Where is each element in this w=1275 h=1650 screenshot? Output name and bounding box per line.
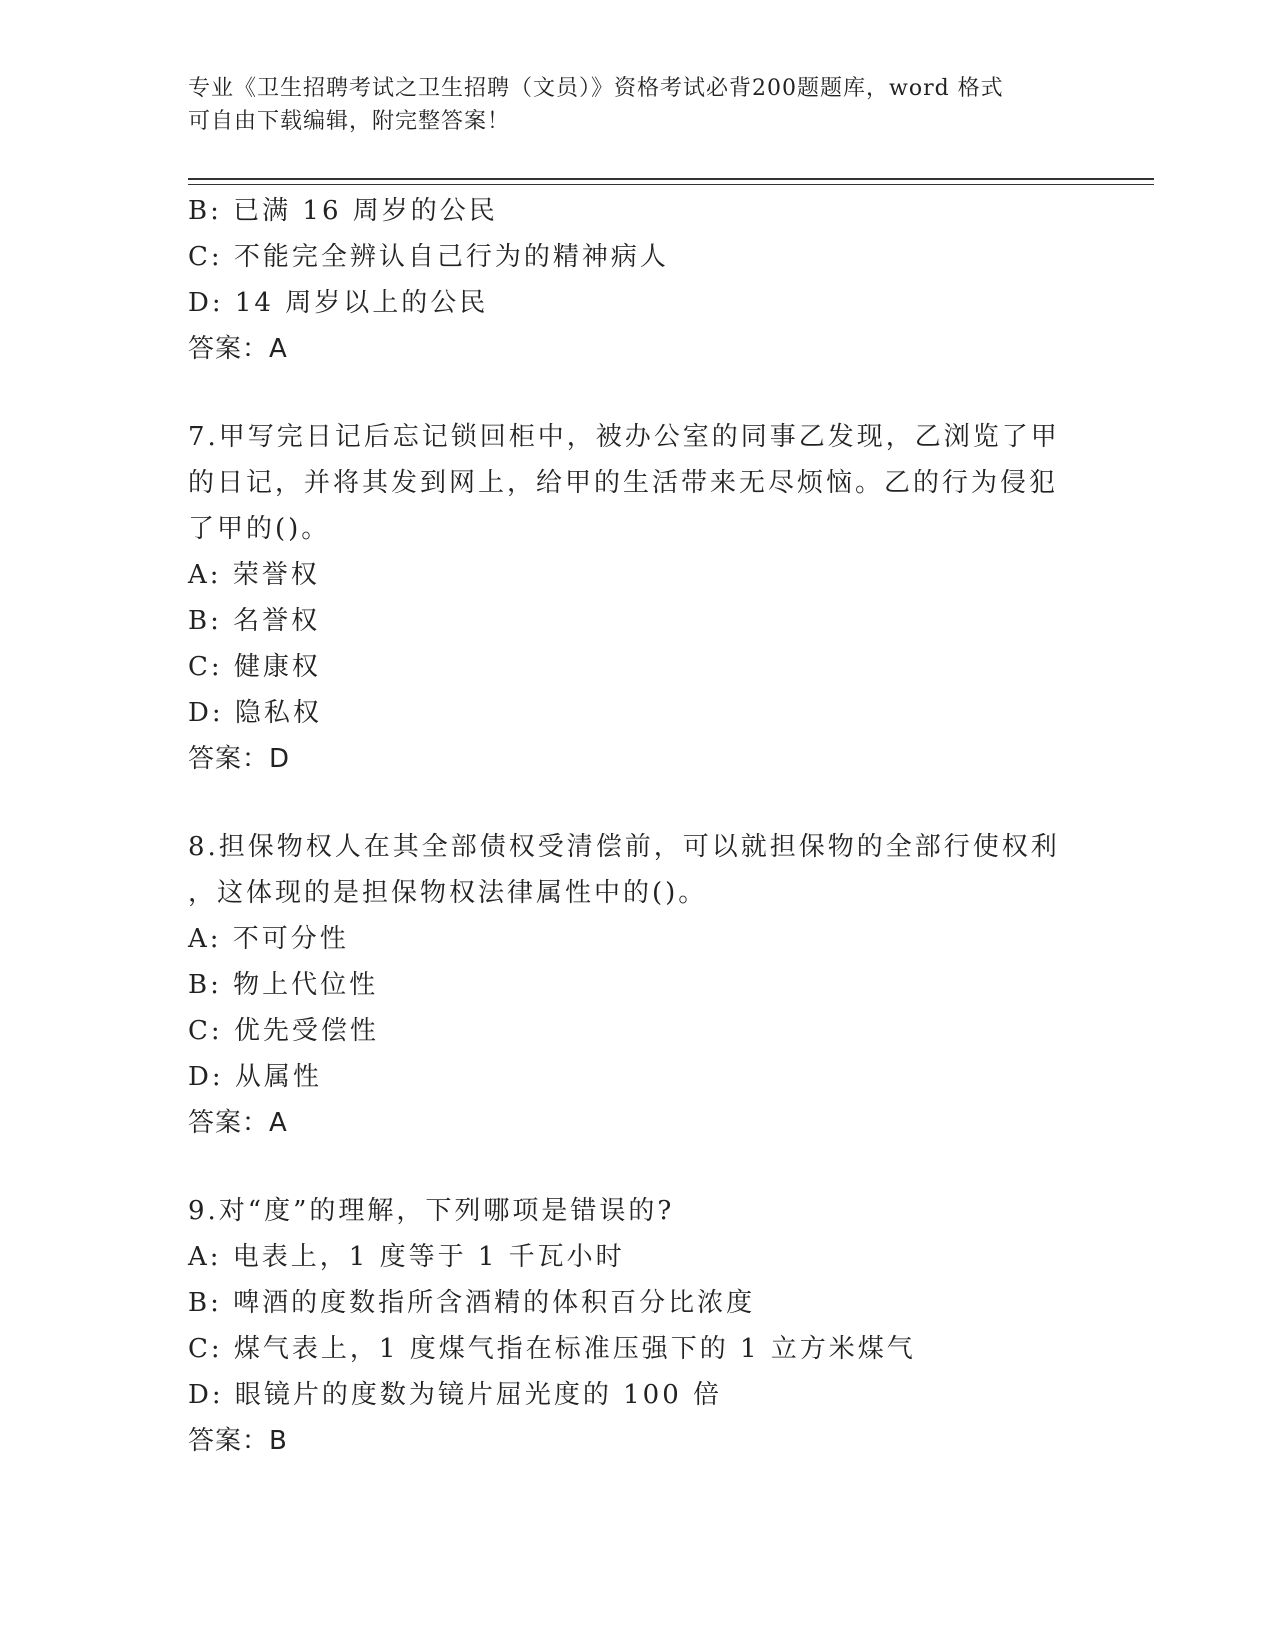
q9-option-c: C: 煤气表上，1 度煤气指在标准压强下的 1 立方米煤气 (188, 1334, 916, 1364)
question-7-block (188, 414, 1068, 782)
question-list (188, 188, 1068, 1464)
q9-option-a: A: 电表上，1 度等于 1 千瓦小时 (188, 1242, 625, 1272)
q8-option-d: D: 从属性 (188, 1062, 322, 1092)
q8-stem-line-1: 8.担保物权人在其全部债权受清偿前，可以就担保物的全部行使权利 (188, 832, 1060, 862)
q8-option-b: B: 物上代位性 (188, 970, 379, 1000)
q7-option-c: C: 健康权 (188, 652, 321, 682)
q6-answer: 答案：A (188, 334, 288, 364)
q7-option-a: A: 荣誉权 (188, 560, 320, 590)
question-spacer (188, 1146, 1068, 1188)
q7-stem-line-3: 了甲的()。 (188, 514, 331, 544)
question-6-block (188, 188, 1068, 372)
question-spacer (188, 372, 1068, 414)
q7-option-d: D: 隐私权 (188, 698, 322, 728)
header-divider-thin (188, 184, 1154, 185)
header-divider-thick (188, 178, 1154, 180)
q7-stem-line-2: 的日记，并将其发到网上，给甲的生活带来无尽烦恼。乙的行为侵犯 (188, 468, 1059, 498)
q8-answer: 答案：A (188, 1108, 288, 1138)
q6-option-d: D: 14 周岁以上的公民 (188, 288, 489, 318)
q9-stem-line-1: 9.对“度”的理解，下列哪项是错误的? (188, 1196, 675, 1226)
q9-answer: 答案：B (188, 1426, 288, 1456)
q7-stem-line-1: 7.甲写完日记后忘记锁回柜中，被办公室的同事乙发现，乙浏览了甲 (188, 422, 1060, 452)
q8-option-c: C: 优先受偿性 (188, 1016, 379, 1046)
q7-option-b: B: 名誉权 (188, 606, 321, 636)
page-header (188, 72, 1068, 138)
q6-option-b: B: 已满 16 周岁的公民 (188, 196, 498, 226)
header-line-1: 专业《卫生招聘考试之卫生招聘（文员）》资格考试必背200题题库，word 格式 (188, 76, 1004, 101)
q8-option-a: A: 不可分性 (188, 924, 349, 954)
q8-stem-line-2: ，这体现的是担保物权法律属性中的()。 (188, 878, 708, 908)
q9-option-b: B: 啤酒的度数指所含酒精的体积百分比浓度 (188, 1288, 756, 1318)
question-spacer (188, 782, 1068, 824)
q7-answer: 答案：D (188, 744, 291, 774)
header-line-2: 可自由下载编辑，附完整答案！ (188, 109, 511, 134)
q9-option-d: D: 眼镜片的度数为镜片屈光度的 100 倍 (188, 1380, 723, 1410)
question-8-block (188, 824, 1068, 1146)
q6-option-c: C: 不能完全辨认自己行为的精神病人 (188, 242, 669, 272)
question-9-block (188, 1188, 1068, 1464)
